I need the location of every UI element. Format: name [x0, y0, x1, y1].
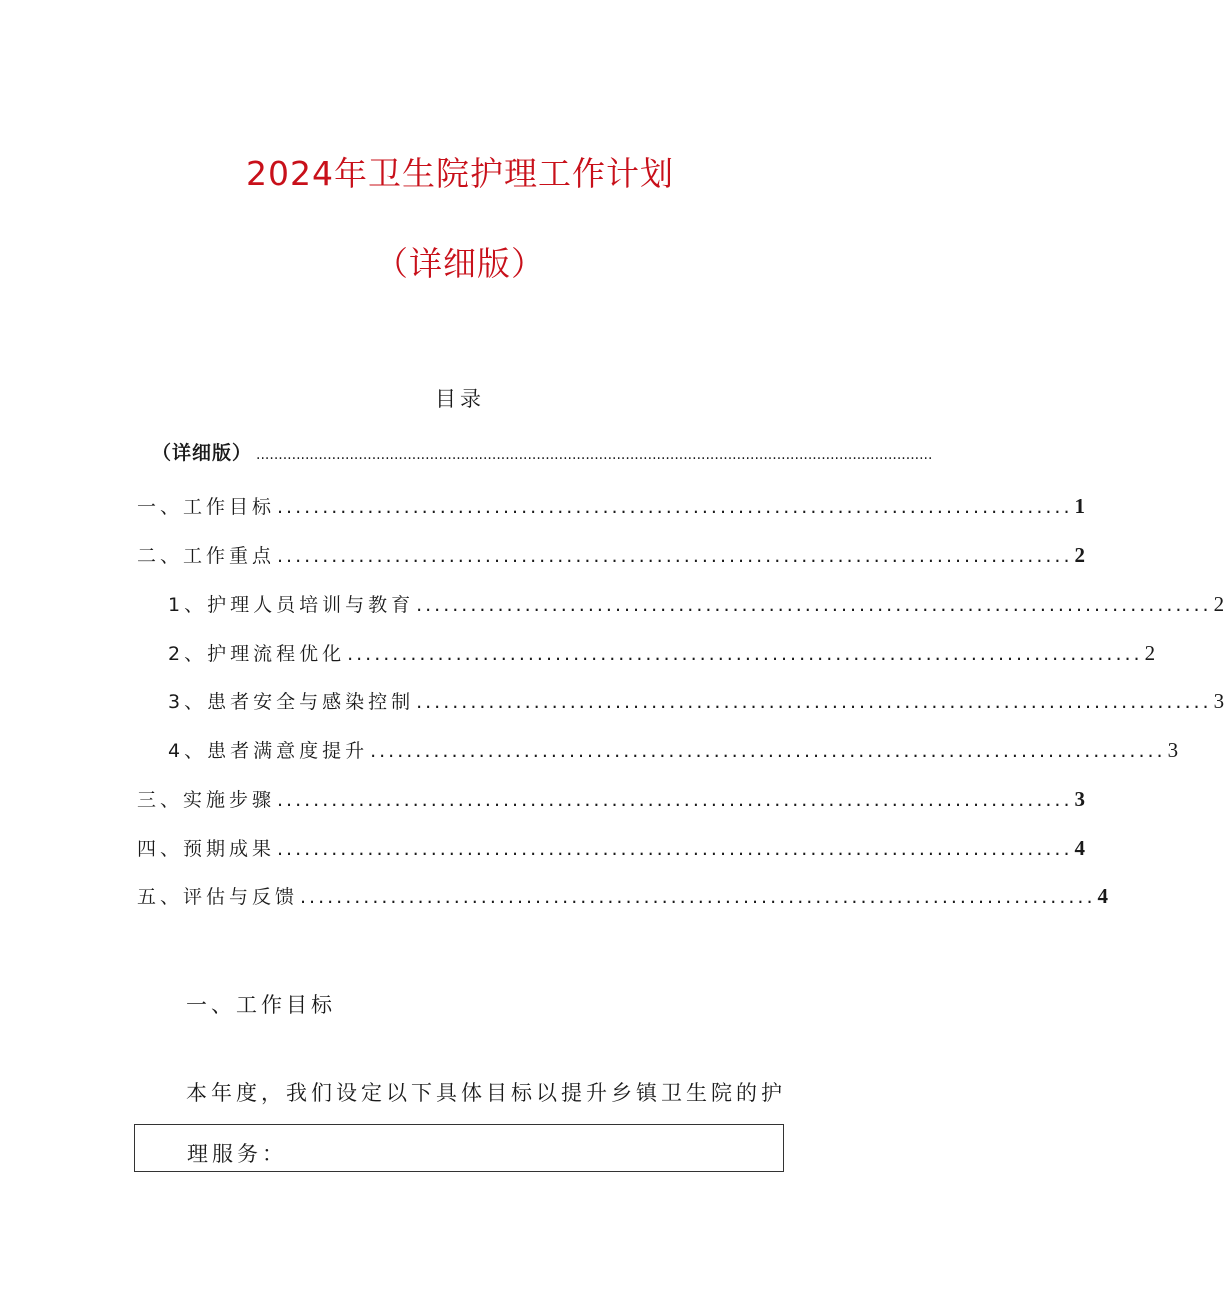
toc-entry-page: 4 [1097, 884, 1108, 908]
document-title: 2024年卫生院护理工作计划 [246, 154, 674, 193]
toc-leader: ........................................................................................ [416, 691, 1212, 713]
toc-entry-page: 1 [1074, 494, 1085, 518]
paragraph-line: 本年度，我们设定以下具体目标以提升乡镇卫生院的护 [186, 1081, 786, 1105]
toc-leader: ........................................................................................ [277, 838, 1073, 860]
toc-entry-steps[interactable] [137, 784, 1085, 814]
toc-entry-label: （详细版） [152, 442, 253, 464]
toc-entry-label: 二、工作重点 [137, 545, 276, 567]
toc-entry-label: 四、预期成果 [137, 838, 276, 860]
toc-entry-page: 2 [1213, 592, 1224, 616]
toc-entry-process[interactable] [168, 638, 1156, 668]
toc-leader: ........................................................................................ [277, 789, 1073, 811]
toc-entry-satisfaction[interactable] [168, 735, 1179, 765]
toc-entry-page: 4 [1074, 836, 1085, 860]
toc-entry-label: 3、患者安全与感染控制 [168, 691, 415, 713]
toc-entry-label: 三、实施步骤 [137, 789, 276, 811]
toc-entry-page: 2 [1144, 641, 1156, 665]
toc-entry-focus[interactable] [137, 540, 1085, 570]
toc-leader: ........................................................................................ [416, 594, 1212, 616]
toc-entry-label: 一、工作目标 [137, 496, 276, 518]
toc-entry-page: 3 [1213, 689, 1224, 713]
toc-entry-page: 2 [1074, 543, 1085, 567]
toc-entry-label: 五、评估与反馈 [137, 886, 299, 908]
document-subtitle: （详细版） [375, 244, 545, 283]
toc-entry-page: 3 [1074, 787, 1085, 811]
toc-leader: ........................................................................................ [347, 643, 1143, 665]
paragraph-line: 理服务： [187, 1142, 287, 1166]
toc-leader: ........................................................................................ [300, 886, 1096, 908]
toc-entry-safety[interactable] [168, 686, 1224, 716]
toc-entry-goals[interactable] [137, 491, 1085, 521]
toc-entry-label: 1、护理人员培训与教育 [168, 594, 415, 616]
toc-entry-training[interactable] [168, 589, 1224, 619]
toc-entry-label: 2、护理流程优化 [168, 643, 346, 665]
toc-leader: ........................................................................................ [370, 740, 1166, 762]
section-heading: 一、工作目标 [186, 993, 336, 1017]
toc-leader: ........................................................................................................................................................ [256, 447, 933, 463]
toc-heading: 目录 [435, 387, 485, 411]
toc-entry-page: 3 [1167, 738, 1179, 762]
toc-entry-label: 4、患者满意度提升 [168, 740, 369, 762]
toc-entry-results[interactable] [137, 833, 1085, 863]
paragraph-box [134, 1124, 784, 1172]
toc-leader: ........................................................................................ [277, 545, 1073, 567]
toc-leader: ........................................................................................ [277, 496, 1073, 518]
toc-entry-version[interactable] [152, 438, 933, 468]
toc-entry-evaluation[interactable] [137, 881, 1108, 911]
